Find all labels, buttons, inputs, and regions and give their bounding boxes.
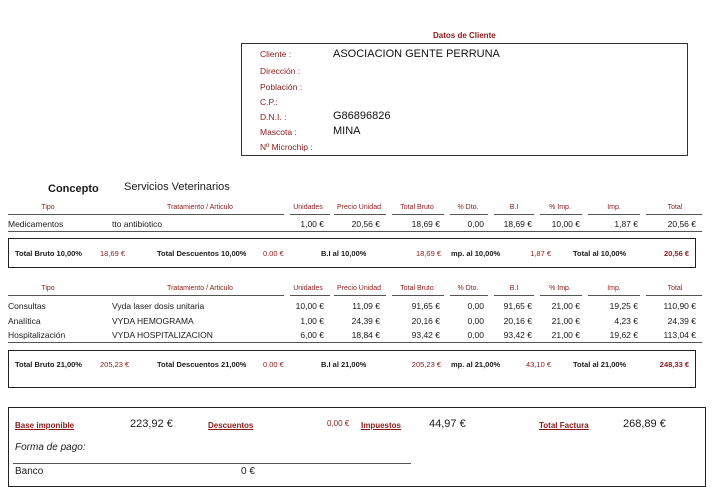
client-name: ASOCIACION GENTE PERRUNA (333, 48, 500, 60)
concepto-heading: Concepto (48, 183, 99, 195)
dni-label: D.N.I. : (260, 112, 287, 122)
sum-bruto-value: 205,23 € (100, 360, 130, 369)
header-underline (646, 214, 702, 215)
col-pct-imp: % Imp. (549, 285, 571, 292)
col-precio-unidad: Precio Unidad (337, 285, 381, 292)
row-bruto: 20,16 € (411, 316, 440, 326)
banco-value: 0 € (241, 466, 255, 477)
col-tratamiento: Tratamiento / Articulo (167, 204, 233, 211)
header-underline (8, 295, 284, 296)
row-bruto: 18,69 € (411, 219, 440, 229)
row-pct-imp: 10,00 € (551, 219, 580, 229)
row-tipo: Hospitalización (8, 330, 66, 340)
col-bi: B.I (509, 204, 519, 211)
header-underline (450, 214, 488, 215)
client-data-box (241, 43, 688, 156)
row-total: 24,39 € (667, 316, 696, 326)
header-underline (290, 295, 330, 296)
header-underline (392, 295, 444, 296)
col-tipo: Tipo (41, 204, 55, 211)
base-imponible-value: 223,92 € (130, 418, 173, 430)
forma-pago-separator (13, 463, 411, 464)
pet-value: MINA (333, 125, 361, 137)
sum-total-value: 20,56 € (663, 249, 689, 258)
row-bi: 93,42 € (503, 330, 532, 340)
col-precio-unidad: Precio Unidad (337, 204, 381, 211)
sum-bi-label: B.I al 21,00% (321, 360, 367, 369)
sum-desc-label: Total Descuentos 10,00% (157, 249, 247, 258)
sum-total-label: Total al 21,00% (573, 360, 627, 369)
header-underline (334, 214, 386, 215)
sum-desc-value: 0.00 € (263, 360, 284, 369)
impuestos-label: Impuestos (361, 421, 402, 430)
header-underline (494, 214, 534, 215)
col-total-bruto: Total Bruto (400, 204, 434, 211)
row-unidades: 1,00 € (300, 219, 324, 229)
sum-bi-value: 18,69 € (415, 249, 441, 258)
col-dto: % Dto. (457, 204, 479, 211)
header-underline (646, 295, 702, 296)
row-tipo: Medicamentos (8, 219, 64, 229)
row-tratamiento: tto antibiotico (112, 219, 163, 229)
row-dto: 0,00 (467, 316, 484, 326)
col-total-bruto: Total Bruto (400, 285, 434, 292)
col-bi: B.I (509, 285, 519, 292)
dni-value: G86896826 (333, 110, 391, 122)
microchip-label: Nº Microchip : (260, 142, 313, 152)
col-imp: Imp. (607, 204, 621, 211)
header-underline (540, 295, 582, 296)
client-label: Cliente : (260, 49, 292, 59)
row-bruto: 93,42 € (411, 330, 440, 340)
descuentos-label: Descuentos (208, 421, 254, 430)
col-pct-imp: % Imp. (549, 204, 571, 211)
sum-bruto-label: Total Bruto 21,00% (15, 360, 82, 369)
header-underline (8, 214, 284, 215)
row-dto: 0,00 (467, 301, 484, 311)
descuentos-value: 0,00 € (327, 419, 350, 428)
sum-total-label: Total al 10,00% (573, 249, 627, 258)
row-imp: 1,87 € (614, 219, 638, 229)
postal-code-label: C.P.: (260, 97, 278, 107)
row-pct-imp: 21,00 € (551, 301, 580, 311)
header-underline (334, 295, 386, 296)
row-dto: 0,00 (467, 219, 484, 229)
address-label: Dirección : (260, 66, 301, 76)
banco-label: Banco (15, 466, 44, 477)
sum-bruto-label: Total Bruto 10,00% (15, 249, 82, 258)
servicios-heading: Servicios Veterinarios (124, 181, 230, 193)
forma-pago-label: Forma de pago: (15, 442, 86, 453)
row-precio: 20,56 € (351, 219, 380, 229)
sum-imp-value: 43,10 € (525, 360, 551, 369)
row-bi: 91,65 € (503, 301, 532, 311)
col-tratamiento: Tratamiento / Articulo (167, 285, 233, 292)
row-unidades: 6,00 € (300, 330, 324, 340)
header-underline (494, 295, 534, 296)
col-total: Total (667, 204, 683, 211)
row-separator (8, 231, 702, 232)
row-tratamiento: VYDA HEMOGRAMA (112, 316, 194, 326)
row-unidades: 1,00 € (300, 316, 324, 326)
row-separator (8, 342, 702, 343)
col-tipo: Tipo (41, 285, 55, 292)
col-unidades: Unidades (293, 204, 323, 211)
summary-box-10 (8, 238, 696, 268)
total-factura-label: Total Factura (539, 421, 589, 430)
row-unidades: 10,00 € (295, 301, 324, 311)
sum-bi-value: 205,23 € (411, 360, 441, 369)
row-bi: 18,69 € (503, 219, 532, 229)
col-imp: Imp. (607, 285, 621, 292)
total-factura-value: 268,89 € (623, 418, 666, 430)
row-pct-imp: 21,00 € (551, 316, 580, 326)
row-total: 20,56 € (667, 219, 696, 229)
row-imp: 4,23 € (614, 316, 638, 326)
row-dto: 0,00 (467, 330, 484, 340)
header-underline (588, 295, 640, 296)
row-imp: 19,25 € (609, 301, 638, 311)
row-total: 113,04 € (663, 330, 696, 340)
client-section-title: Datos de Cliente (433, 31, 496, 40)
header-underline (588, 214, 640, 215)
row-tipo: Consultas (8, 301, 46, 311)
col-total: Total (667, 285, 683, 292)
row-imp: 19,62 € (609, 330, 638, 340)
row-precio: 18,84 € (351, 330, 380, 340)
base-imponible-label: Base imponible (15, 421, 75, 430)
col-unidades: Unidades (293, 285, 323, 292)
city-label: Población : (260, 82, 303, 92)
header-underline (392, 214, 444, 215)
impuestos-value: 44,97 € (429, 418, 466, 430)
invoice-totals-box (8, 407, 706, 487)
header-underline (450, 295, 488, 296)
row-tratamiento: Vyda laser dosis unitaria (112, 301, 205, 311)
sum-imp-label: mp. al 21,00% (451, 360, 501, 369)
header-underline (290, 214, 330, 215)
sum-desc-label: Total Descuentos 21,00% (157, 360, 247, 369)
row-tratamiento: VYDA HOSPITALIZACION (112, 330, 213, 340)
row-bruto: 91,65 € (411, 301, 440, 311)
row-tipo: Analítica (8, 316, 41, 326)
sum-bruto-value: 18,69 € (100, 249, 126, 258)
sum-desc-value: 0.00 € (263, 249, 284, 258)
sum-bi-label: B.I al 10,00% (321, 249, 367, 258)
row-bi: 20,16 € (503, 316, 532, 326)
row-total: 110,90 € (663, 301, 696, 311)
header-underline (540, 214, 582, 215)
sum-imp-label: mp. al 10,00% (451, 249, 501, 258)
summary-box-21 (8, 350, 696, 388)
sum-imp-value: 1,87 € (530, 249, 551, 258)
row-pct-imp: 21,00 € (551, 330, 580, 340)
sum-total-value: 248,33 € (659, 360, 689, 369)
row-precio: 11,09 € (352, 301, 380, 311)
row-precio: 24,39 € (351, 316, 380, 326)
col-dto: % Dto. (457, 285, 479, 292)
pet-label: Mascota : (260, 127, 297, 137)
